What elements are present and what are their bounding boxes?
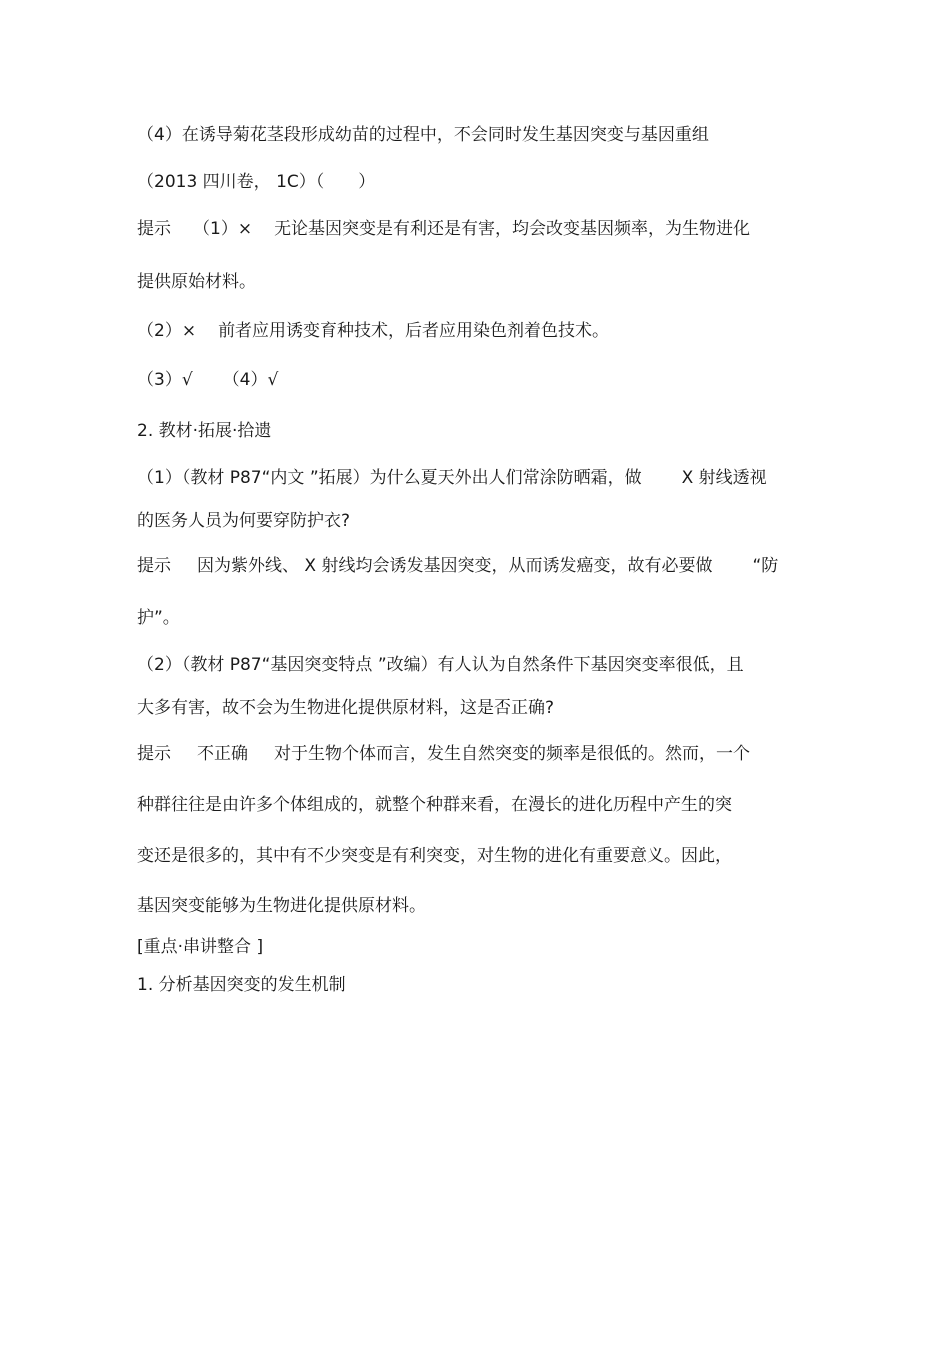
answer-2-line bbox=[137, 320, 609, 342]
textbook-answer-2-line-1 bbox=[137, 743, 750, 765]
textbook-answer-1-text-end: “防 bbox=[752, 556, 779, 576]
answer-1-mark: （1）× bbox=[193, 219, 253, 239]
answer-4-mark: （4）√ bbox=[222, 370, 279, 390]
textbook-question-1-text: （1）（教材 P87“内文 ”拓展）为什么夏天外出人们常涂防晒霜，做 bbox=[137, 468, 642, 488]
textbook-question-1-line-1 bbox=[137, 467, 767, 489]
textbook-answer-1-line-2: 护”。 bbox=[137, 608, 180, 628]
textbook-question-1-text-end: X 射线透视 bbox=[681, 468, 767, 488]
question-4-source: （2013 四川卷， 1C）（ ） bbox=[137, 172, 376, 192]
textbook-answer-2-line-4: 基因突变能够为生物进化提供原材料。 bbox=[137, 896, 426, 916]
hint-label: 提示 bbox=[137, 744, 171, 764]
textbook-answer-2-line-3: 变还是很多的，其中有不少突变是有利突变，对生物的进化有重要意义。因此， bbox=[137, 846, 732, 866]
answer-3-mark: （3）√ bbox=[137, 370, 193, 390]
textbook-answer-2-verdict: 不正确 bbox=[197, 744, 248, 764]
answer-1-line-1 bbox=[137, 218, 750, 240]
textbook-question-2-line-1: （2）（教材 P87“基因突变特点 ”改编）有人认为自然条件下基因突变率很低，且 bbox=[137, 655, 744, 675]
textbook-answer-2-text: 对于生物个体而言，发生自然突变的频率是很低的。然而，一个 bbox=[274, 744, 750, 764]
answer-3-4-line bbox=[137, 369, 278, 391]
textbook-question-1-line-2: 的医务人员为何要穿防护衣? bbox=[137, 511, 351, 531]
answer-2-text: 前者应用诱变育种技术，后者应用染色剂着色技术。 bbox=[218, 321, 610, 341]
answer-1-text: 无论基因突变是有利还是有害，均会改变基因频率，为生物进化 bbox=[274, 219, 751, 239]
hint-label: 提示 bbox=[137, 556, 171, 576]
hint-label: 提示 bbox=[137, 219, 171, 239]
answer-2-mark: （2）× bbox=[137, 321, 197, 341]
section-1-title: 1. 分析基因突变的发生机制 bbox=[137, 975, 346, 995]
textbook-answer-2-line-2: 种群往往是由许多个体组成的，就整个种群来看，在漫长的进化历程中产生的突 bbox=[137, 795, 732, 815]
answer-1-line-2: 提供原始材料。 bbox=[137, 272, 256, 292]
question-4-line-1: （4）在诱导菊花茎段形成幼苗的过程中，不会同时发生基因突变与基因重组 bbox=[137, 125, 709, 145]
textbook-question-2-line-2: 大多有害，故不会为生物进化提供原材料，这是否正确? bbox=[137, 698, 555, 718]
textbook-answer-1-line-1 bbox=[137, 555, 778, 577]
key-points-heading: [重点·串讲整合 ] bbox=[137, 937, 264, 957]
section-2-title: 2. 教材·拓展·拾遗 bbox=[137, 421, 272, 441]
textbook-answer-1-text: 因为紫外线、 X 射线均会诱发基因突变，从而诱发癌变，故有必要做 bbox=[197, 556, 713, 576]
